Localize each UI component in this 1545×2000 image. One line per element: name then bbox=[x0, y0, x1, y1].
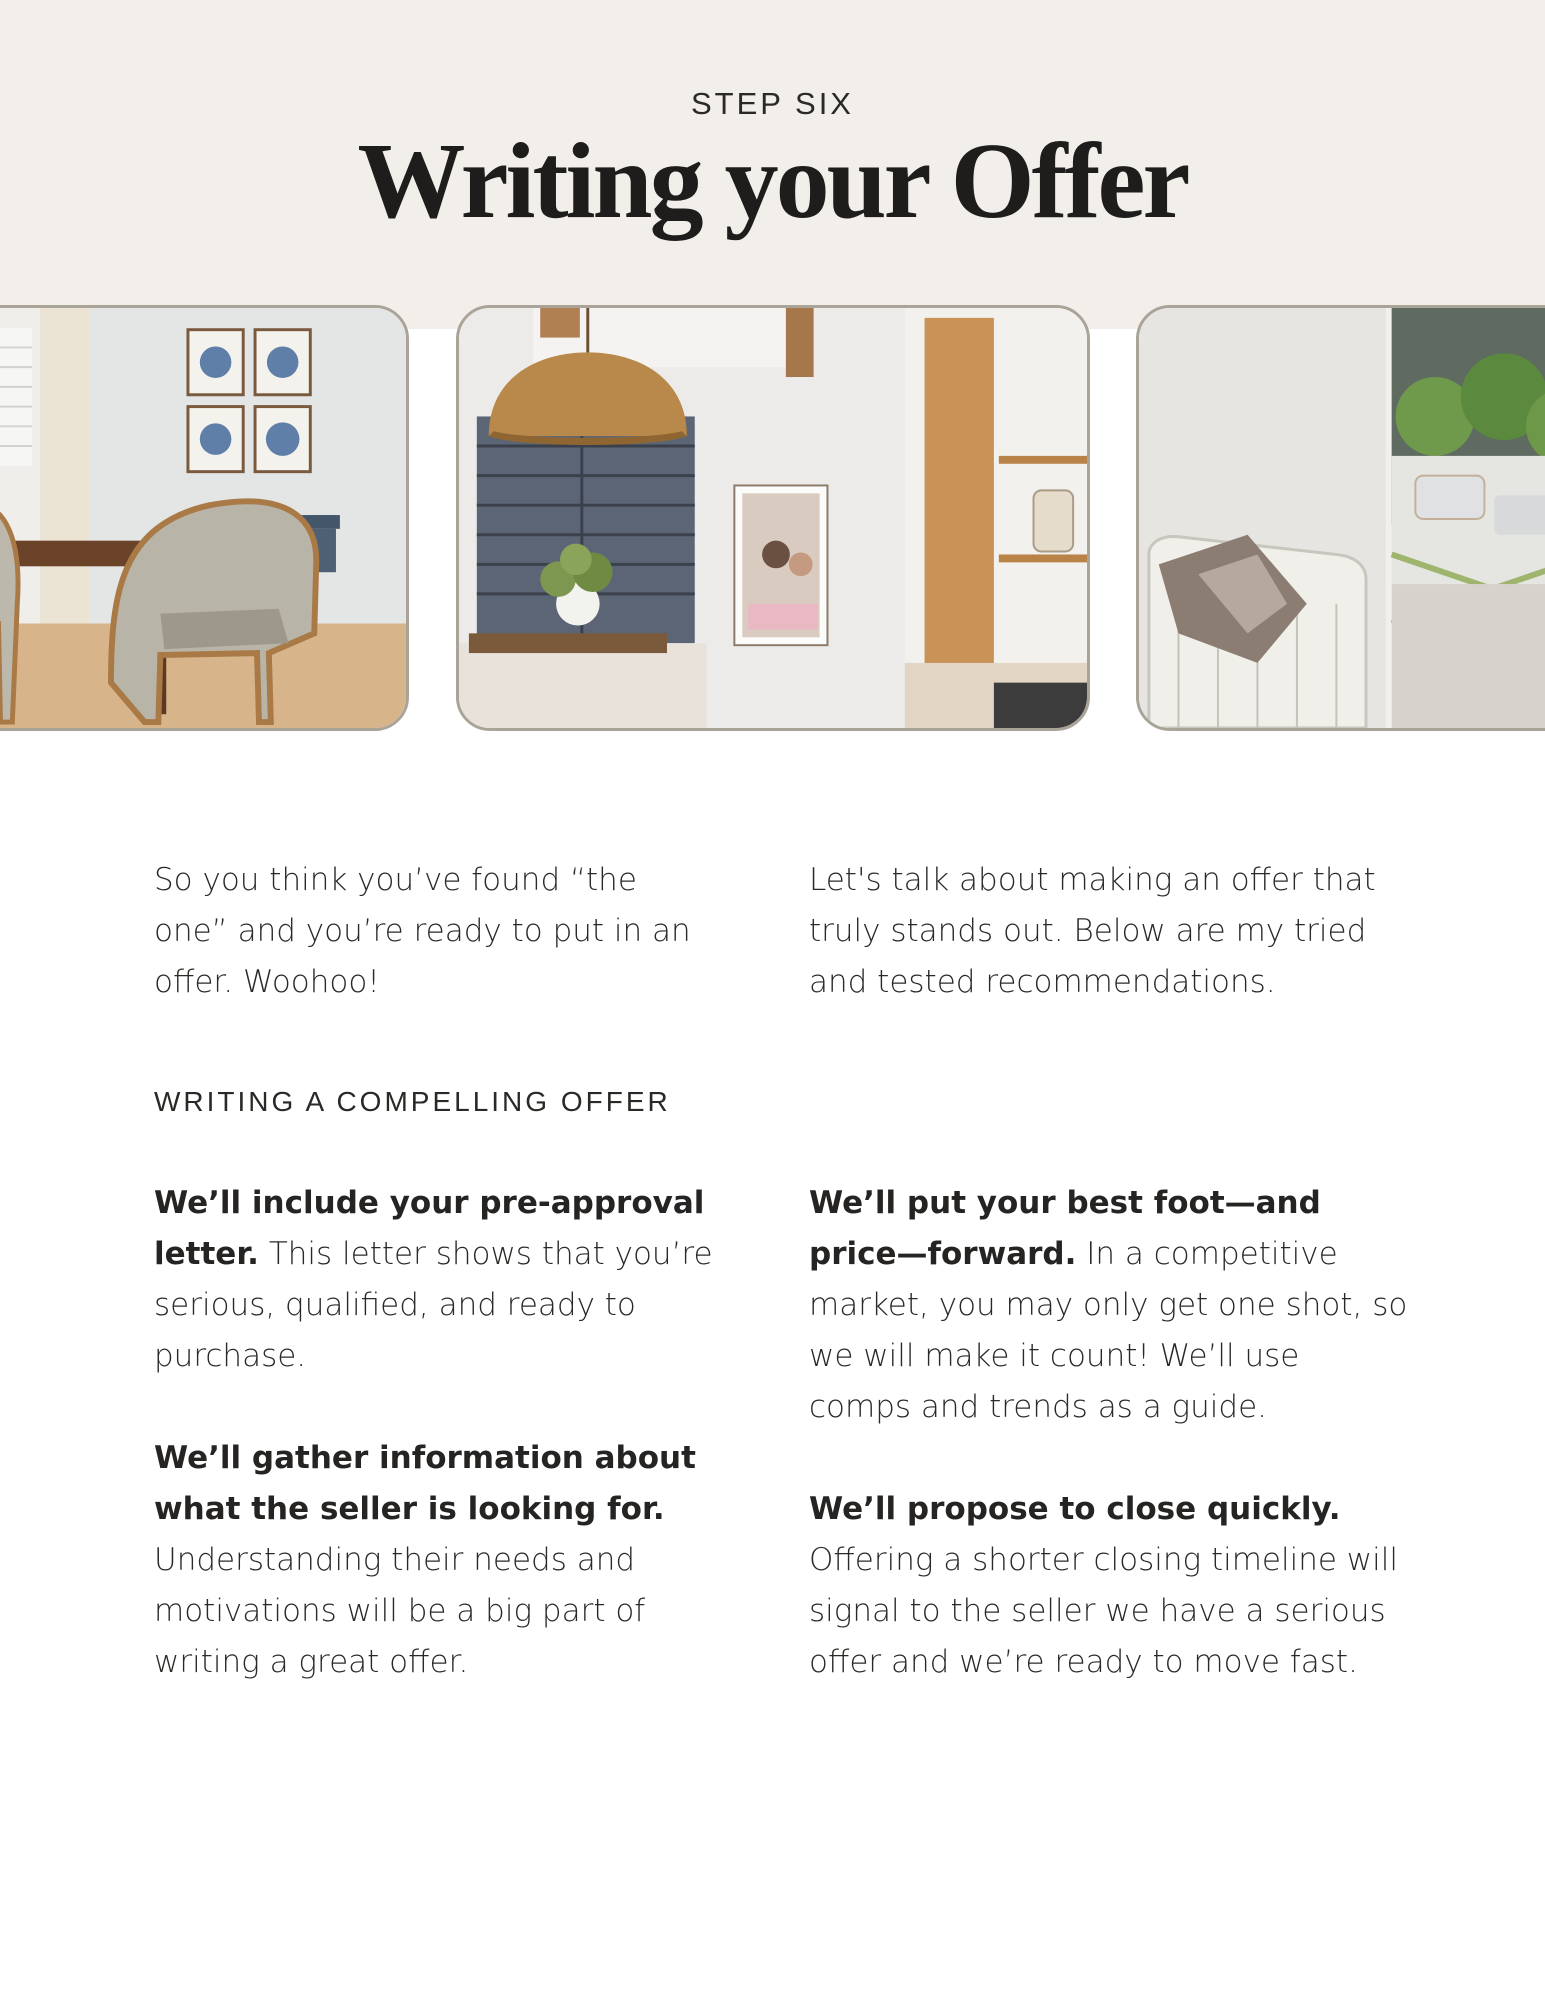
dining-room-photo bbox=[0, 305, 409, 731]
tip-lead: We’ll put your best foot—and price—forward. bbox=[809, 1185, 1321, 1272]
tip-body: Understanding their needs and motivations will be a big part of writing a great offer. bbox=[154, 1542, 646, 1680]
tip-best-price bbox=[809, 1178, 1409, 1433]
tip-body: Offering a shorter closing timeline will signal to the seller we have a serious offer and we’re ready to move fast. bbox=[809, 1542, 1398, 1680]
section-heading: WRITING A COMPELLING OFFER bbox=[154, 1086, 671, 1117]
intro-left-paragraph: So you think you’ve found “the one” and you’re ready to put in an offer. Woohoo! bbox=[154, 862, 691, 1000]
tip-lead: We’ll gather information about what the seller is looking for. bbox=[154, 1440, 696, 1527]
lounge-patio-photo bbox=[1136, 305, 1545, 731]
step-label: STEP SIX bbox=[691, 86, 854, 121]
kitchen-photo bbox=[456, 305, 1090, 731]
tip-preapproval bbox=[154, 1178, 714, 1382]
tip-lead: We’ll include your pre-approval letter. bbox=[154, 1185, 705, 1272]
tip-close-quickly bbox=[809, 1484, 1409, 1688]
tip-lead: We’ll propose to close quickly. bbox=[809, 1491, 1341, 1527]
page-title: Writing your Offer bbox=[357, 122, 1188, 241]
tips-right-column bbox=[809, 1178, 1409, 1739]
tips-left-column bbox=[154, 1178, 714, 1739]
intro-right-paragraph: Let's talk about making an offer that truly stands out. Below are my tried and tested recommendations. bbox=[809, 862, 1376, 1000]
tip-seller-info bbox=[154, 1433, 714, 1688]
tip-body: In a competitive market, you may only get one shot, so we will make it count! We’ll use comps and trends as a guide. bbox=[809, 1236, 1408, 1425]
tip-body: This letter shows that you’re serious, qualified, and ready to purchase. bbox=[154, 1236, 713, 1374]
